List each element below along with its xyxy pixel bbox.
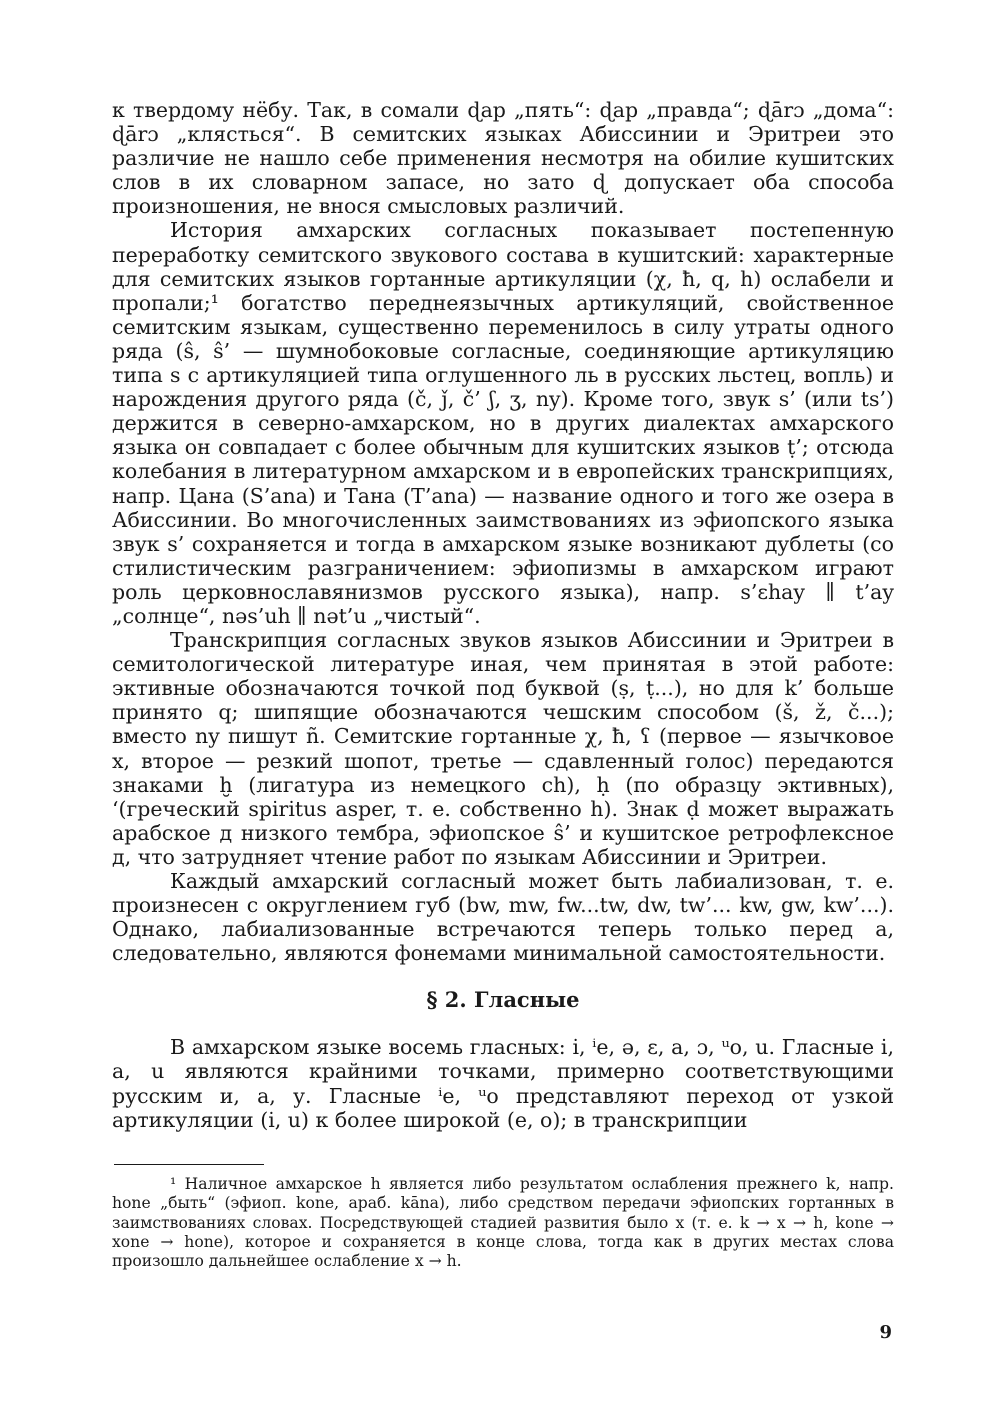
footnote-separator [114,1164,264,1165]
footnote: ¹ Наличное амхарское h является либо результатом ослабления прежнего k, напр. hone „быть“ (эфиоп. kone, араб. kāna), либо средством передачи эфиопских гортанных в заимствованиях словах. Посредствующей стадией развития было x (т. е. k → x → h, kone → xone → hone), которое и сохраняется в конце слова, тогда как в других местах слова произошло дальнейшее ослабление x → h. [112,1174,894,1271]
page-content [112,98,894,1272]
body-paragraph: История амхарских согласных показывает постепенную переработку семитского звукового состава в кушитский: характерные для семитских языков гортанные артикуляции (χ, ħ, q, h) ослабели и пропали;¹ богатство переднеязычных артикуляций, свойственное семитским языкам, существенно переменилось в силу утраты одного ряда (ŝ, ŝ’ — шумнобоковые согласные, соединяющие артикуляцию типа s с артикуляцией типа оглушенного ль в русских льстец, вопль) и нарождения другого ряда (č, ǰ, č’ ʃ, ʒ, ny). Кроме того, звук s’ (или ts’) держится в северно-амхарском, но в других диалектах амхарского языка он совпадает с более обычным для кушитских языков ṭ’; отсюда колебания в литературном амхарском и в европейских транскрипциях, напр. Цана (S’ana) и Тана (T’ana) — название одного и того же озера в Абиссинии. Во многочисленных заимствованиях из эфиопского языка звук s’ сохраняется и тогда в амхарском языке возникают дублеты (со стилистическим разграничением: эфиопизмы в амхарском играют роль церковнославянизмов русского языка), напр. s’ɛhay ∥ t’ay „солнце“, nəs’uh ∥ nət’u „чистый“. [112,218,894,628]
body-paragraph: Каждый амхарский согласный может быть лабиализован, т. е. произнесен с округлением губ (bw, mw, fw...tw, dw, tw’... kw, gw, kw’...). Однако, лабиализованные встречаются теперь только перед а, следовательно, являются фонемами минимальной самостоятельности. [112,869,894,966]
body-paragraph: Транскрипция согласных звуков языков Абиссинии и Эритреи в семитологической литературе иная, чем принятая в этой работе: эктивные обозначаются точкой под буквой (ṣ, ṭ...), но для k’ больше принято q; шипящие обозначаются чешским способом (š, ž, č...); вместо ny пишут ñ. Семитские гортанные χ, ħ, ʕ (первое — язычковое х, второе — резкий шопот, третье — сдавленный голос) передаются знаками ḫ (лигатура из немецкого ch), ḥ (по образцу эктивных), ʻ(греческий spiritus asper, т. е. собственно h). Знак ḍ может выражать арабское д низкого тембра, эфиопское ŝ’ и кушитское ретрофлексное д, что затрудняет чтение работ по языкам Абиссинии и Эритреи. [112,628,894,869]
page-number: 9 [879,1322,892,1343]
body-paragraph: к твердому нёбу. Так, в сомали ɖap „пять“: ɖap „правда“; ɖārɔ „дома“: ɖārɔ „клясться“. В семитских языках Абиссинии и Эритреи это различие не нашло себе применения несмотря на обилие кушитских слов в их словарном запасе, но зато ɖ допускает оба способа произношения, не внося смысловых различий. [112,98,894,219]
section-heading: § 2. Гласные [426,987,580,1013]
body-paragraph: В амхарском языке восемь гласных: i, ⁱe, ə, ɛ, a, ɔ, ᵘo, u. Гласные i, a, u являются крайними точками, примерно соответствующими русским и, а, у. Гласные ⁱe, ᵘo представляют переход от узкой артикуляции (i, u) к более широкой (е, о); в транскрипции [112,1035,894,1132]
